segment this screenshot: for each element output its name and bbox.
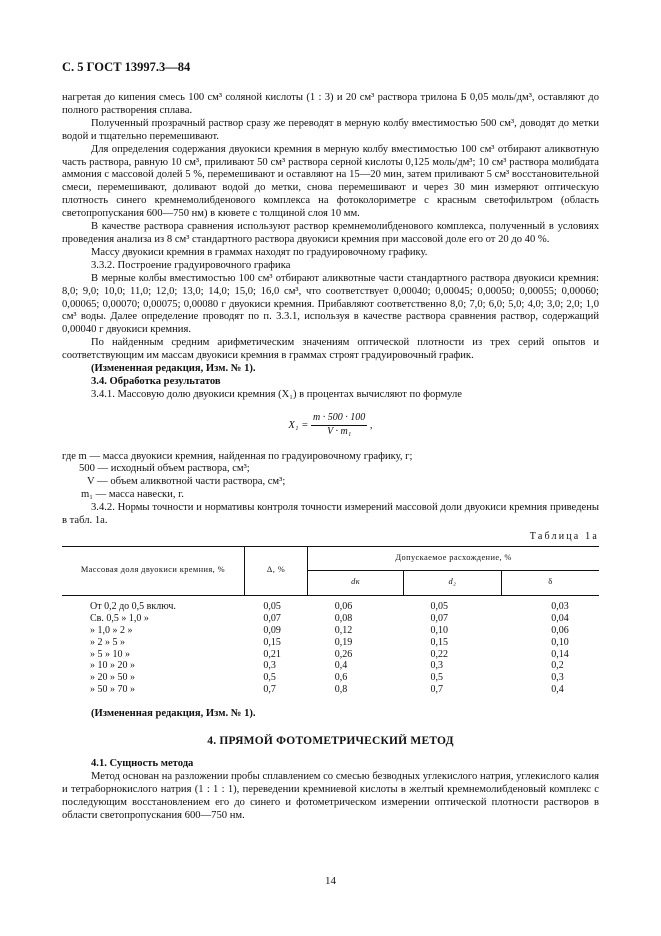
subsection-title: 4.1. Сущность метода <box>91 757 194 769</box>
cell-range: » 20 » 50 » <box>90 672 135 684</box>
cell-dd: 0,06 <box>551 624 569 636</box>
cell-dd: 0,03 <box>551 600 569 612</box>
cell-d2: 0,07 <box>430 612 449 624</box>
paragraph: Метод основан на разложении пробы сплавлением со смесью безводных углекислого натрия, углекислого калия и тетраборнокислого натрия (1 : 1 : 1), переведении кремниевой кислоты в желтый кремнемолибденовый комплекс с последующим восстановлением его до синего и фотометрическом измерении оптической плотности растворов в области светопропускания 600—750 нм. <box>62 770 599 821</box>
cell-dk: 0,08 <box>334 612 353 624</box>
cell-dk: 0,12 <box>334 624 353 636</box>
formula <box>62 412 599 439</box>
paragraph: Полученный прозрачный раствор сразу же переводят в мерную колбу вместимостью 500 см³, доводят до метки водой и тщательно перемешивают. <box>62 117 599 142</box>
formula-numerator: m · 500 · 100 <box>311 412 367 426</box>
table-row <box>62 684 599 696</box>
table-row <box>62 660 599 672</box>
formula-lhs: X₁ = <box>288 419 309 431</box>
paragraph: В качестве раствора сравнения используют раствор кремнемолибденового комплекса, полученный в условиях проведения анализа из 8 см³ стандартного раствора двуокиси кремния при массовой доле его от 20 до 40 %. <box>62 221 599 245</box>
cell-dd: 0,10 <box>551 636 569 648</box>
cell-dd: 0,4 <box>551 684 564 696</box>
paragraph: По найденным средним арифметическим значениям оптической плотности из трех серий опытов и соответствующим им массам двуокиси кремния в граммах строят градуировочный график. <box>62 337 599 362</box>
formula-denominator: V · m₁ <box>327 425 352 437</box>
cell-d2: 0,05 <box>430 600 449 612</box>
table-row <box>62 672 599 684</box>
paragraph: Для определения содержания двуокиси кремния в мерную колбу вместимостью 100 см³ отбирают аликвотную часть раствора, равную 10 см³, приливают 50 см³ раствора серной кислоты 0,125 моль/дм³; 10 см³ раствора молибдата аммония с массовой долей 5 %, перемешивают и оставляют на 15—20 мин, затем приливают 5 см³ восстановительной смеси, перемешивают, доливают водой до метки, снова перемешивают и через 30 мин измеряют оптическую плотность синего кремнемолибденового комплекса на фотоколориметре с красным светофильтром (область светопропускания 600—750 нм) в кювете с толщиной слоя 10 мм. <box>62 143 599 220</box>
cell-dd: 0,04 <box>551 612 569 624</box>
cell-range: » 2 » 5 » <box>90 636 125 648</box>
cell-delta: 0,5 <box>263 672 276 684</box>
cell-dd: 0,2 <box>551 660 564 672</box>
table-row <box>62 637 599 649</box>
paragraph: 3.4.1. Массовую долю двуокиси кремния (X₁) в процентах вычисляют по формуле <box>91 388 462 400</box>
page-number: 14 <box>325 875 336 887</box>
cell-dk: 0,6 <box>334 672 348 684</box>
paragraph: Массу двуокиси кремния в граммах находят по градуировочному графику. <box>91 246 428 258</box>
page-header: С. 5 ГОСТ 13997.3—84 <box>62 60 191 74</box>
cell-dk: 0,4 <box>334 660 348 672</box>
paragraph: В мерные колбы вместимостью 100 см³ отбирают аликвотные части стандартного раствора двуокиси кремния: 8,0; 9,0; 10,0; 11,0; 12,0; 13,0; 14,0; 15,0; 16,0 см³, что соответствует 0,00040; 0,00045; 0,00050; 0,00055; 0,00060; 0,00065; 0,00070; 0,00075; 0,00080 г двуокиси кремния. Прибавляют соответственно 8,0; 7,0; 6,0; 5,0; 4,0; 3,0; 2,0; 1,0 см³ воды. Далее определение проводят по п. 3.3.1, используя в качестве раствора сравнения раствор, содержащий 0,00040 г двуокиси кремния. <box>62 272 599 336</box>
table-header-d2: d₂ <box>404 570 502 595</box>
subsection-title: 3.3.2. Построение градуировочного графика <box>91 259 291 271</box>
section-title: 4. ПРЯМОЙ ФОТОМЕТРИЧЕСКИЙ МЕТОД <box>207 735 454 748</box>
legend-item: m₁ — масса навески, г. <box>81 489 184 501</box>
paragraph: нагретая до кипения смесь 100 см³ соляной кислоты (1 : 3) и 20 см³ раствора трилона Б 0,05 моль/дм³, оставляют до полного растворения сплава. <box>62 92 599 116</box>
paragraph: 3.4.2. Нормы точности и нормативы контроля точности измерений массовой доли двуокиси кремния приведены в табл. 1а. <box>62 502 599 527</box>
table-header-dd: δ <box>501 570 599 595</box>
cell-d2: 0,15 <box>430 636 449 648</box>
table-header-delta: Δ, % <box>244 546 307 595</box>
table-header-group: Допускаемое расхождение, % <box>308 546 599 570</box>
table-row <box>62 613 599 625</box>
cell-delta: 0,09 <box>263 624 281 636</box>
amendment-note: (Измененная редакция, Изм. № 1). <box>91 363 256 375</box>
cell-range: От 0,2 до 0,5 включ. <box>90 600 176 612</box>
table-row <box>62 595 599 612</box>
cell-delta: 0,07 <box>263 612 281 624</box>
amendment-note: (Измененная редакция, Изм. № 1). <box>91 708 256 720</box>
cell-range: » 5 » 10 » <box>90 648 130 660</box>
cell-range: » 10 » 20 » <box>90 660 135 672</box>
accuracy-table <box>62 546 599 696</box>
formula-legend <box>62 451 599 503</box>
cell-dk: 0,06 <box>334 600 353 612</box>
table-header-range: Массовая доля двуокиси кремния, % <box>62 546 244 595</box>
table-row <box>62 625 599 637</box>
cell-dk: 0,19 <box>334 636 353 648</box>
cell-d2: 0,10 <box>430 624 449 636</box>
cell-delta: 0,15 <box>263 636 281 648</box>
formula-fraction <box>311 412 367 439</box>
cell-range: » 1,0 » 2 » <box>90 624 133 636</box>
page-body <box>62 92 599 823</box>
cell-dk: 0,8 <box>334 684 348 696</box>
cell-d2: 0,3 <box>430 660 444 672</box>
table-caption: Таблица 1а <box>529 531 599 542</box>
cell-delta: 0,3 <box>263 660 276 672</box>
cell-dd: 0,3 <box>551 672 564 684</box>
cell-d2: 0,22 <box>430 648 449 660</box>
cell-d2: 0,5 <box>430 672 444 684</box>
legend-item: V — объем аликвотной части раствора, см³; <box>87 476 286 488</box>
cell-delta: 0,21 <box>263 648 281 660</box>
formula-tail: , <box>369 419 373 431</box>
legend-item: 500 — исходный объем раствора, см³; <box>79 463 250 475</box>
cell-delta: 0,05 <box>263 600 281 612</box>
subsection-title: 3.4. Обработка результатов <box>91 375 221 387</box>
cell-d2: 0,7 <box>430 684 444 696</box>
cell-dd: 0,14 <box>551 648 569 660</box>
cell-range: Св. 0,5 » 1,0 » <box>90 612 149 624</box>
legend-item: где m — масса двуокиси кремния, найденная по градуировочному графику, г; <box>62 450 413 462</box>
cell-delta: 0,7 <box>263 684 276 696</box>
cell-dk: 0,26 <box>334 648 353 660</box>
table-header-dk: dк <box>308 570 404 595</box>
table-row <box>62 649 599 661</box>
cell-range: » 50 » 70 » <box>90 684 135 696</box>
